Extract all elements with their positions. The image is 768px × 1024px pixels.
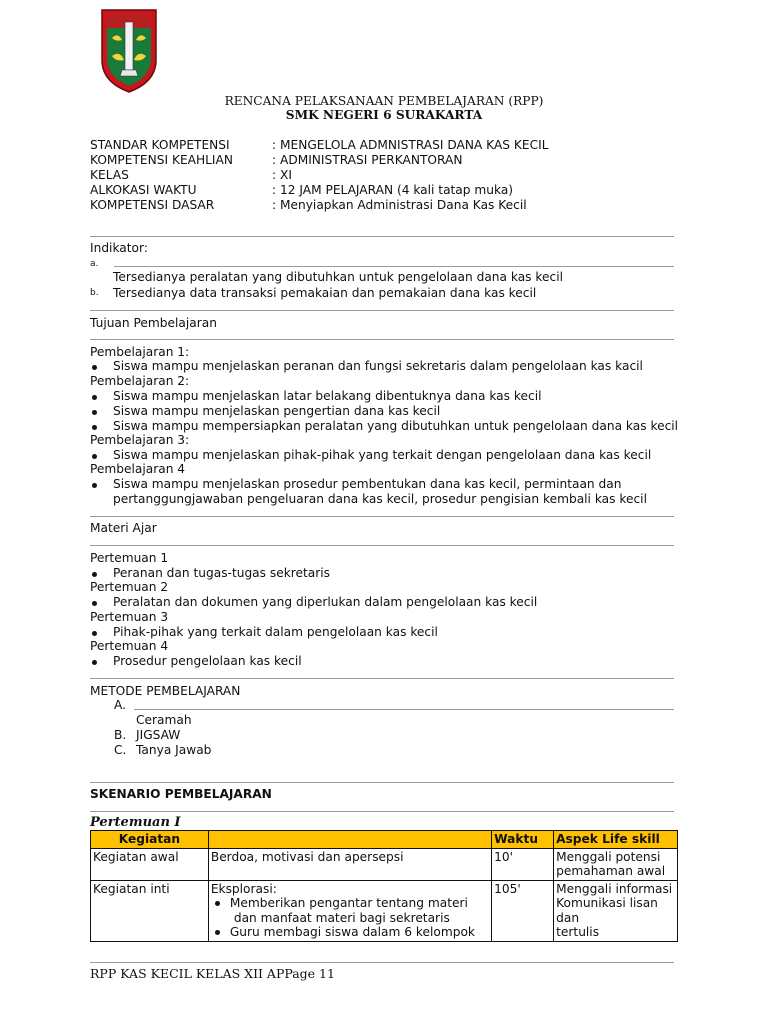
info-label-alokasi: ALKOKASI WAKTU: [90, 183, 197, 197]
pertemuan-1-item: Peranan dan tugas-tugas sekretaris: [113, 566, 331, 580]
header-aspek: Aspek Life skill: [554, 831, 678, 849]
tujuan-heading: Tujuan Pembelajaran: [90, 316, 217, 330]
metode-marker-a: A.: [114, 698, 126, 712]
aspek-line: Menggali potensi: [556, 849, 661, 864]
bullet-icon: [92, 631, 97, 636]
pertemuan-i-heading: Pertemuan I: [90, 815, 181, 830]
city-emblem-logo: [100, 8, 158, 94]
pertemuan-2-item: Peralatan dan dokumen yang diperlukan dalam pengelolaan kas kecil: [113, 595, 538, 609]
cell-waktu: 10': [492, 848, 554, 880]
cell-kegiatan: Kegiatan awal: [91, 848, 209, 880]
indikator-heading: Indikator:: [90, 241, 148, 255]
metode-heading: METODE PEMBELAJARAN: [90, 684, 241, 698]
bullet-icon: [92, 425, 97, 430]
pertemuan-4-item: Prosedur pengelolaan kas kecil: [113, 654, 302, 668]
pertemuan-2-title: Pertemuan 2: [90, 580, 169, 594]
divider: [90, 339, 674, 340]
desc-line: Eksplorasi:: [210, 881, 277, 896]
pembelajaran-4-title: Pembelajaran 4: [90, 462, 186, 476]
desc-bullet-continuation: dan manfaat materi bagi sekretaris: [233, 910, 450, 925]
header-kegiatan: Kegiatan: [91, 831, 209, 849]
indikator-item-a: Tersedianya peralatan yang dibutuhkan untuk pengelolaan dana kas kecil: [113, 270, 563, 284]
bullet-icon: [92, 483, 97, 488]
footer-divider: [90, 962, 674, 963]
divider: [90, 811, 674, 812]
indikator-marker-a: a.: [90, 259, 99, 269]
divider: [90, 678, 674, 679]
divider: [90, 236, 674, 237]
pembelajaran-1-title: Pembelajaran 1:: [90, 345, 190, 359]
pertemuan-1-title: Pertemuan 1: [90, 551, 169, 565]
table-header-row: [91, 831, 678, 849]
materi-heading: Materi Ajar: [90, 521, 157, 535]
aspek-line: Komunikasi lisan dan: [556, 896, 658, 925]
header-blank: [208, 831, 491, 849]
info-label-keahlian: KOMPETENSI KEAHLIAN: [90, 153, 233, 167]
bullet-icon: [215, 930, 220, 935]
bullet-icon: [92, 395, 97, 400]
bullet-icon: [92, 660, 97, 665]
aspek-line: tertulis: [556, 925, 600, 939]
document-title: RENCANA PELAKSANAAN PEMBELAJARAN (RPP): [224, 94, 544, 108]
divider: [134, 709, 674, 710]
cell-desc: [208, 880, 491, 941]
bullet-icon: [215, 901, 220, 906]
pertemuan-3-item: Pihak-pihak yang terkait dalam pengelolaan kas kecil: [113, 625, 438, 639]
indikator-marker-b: b.: [90, 288, 99, 298]
pembelajaran-4-item-line2: pertanggungjawaban pengeluaran dana kas kecil, prosedur pengisian kembali kas kecil: [113, 492, 647, 506]
pembelajaran-1-item: Siswa mampu menjelaskan peranan dan fungsi sekretaris dalam pengelolaan kas kacil: [113, 359, 643, 373]
table-row: [91, 848, 678, 880]
metode-marker-c: C.: [114, 743, 127, 757]
table-row: [91, 880, 678, 941]
divider: [114, 266, 674, 267]
metode-item-c: Tanya Jawab: [136, 743, 212, 757]
skenario-table: [90, 830, 678, 942]
info-label-kelas: KELAS: [90, 168, 129, 182]
pembelajaran-3-title: Pembelajaran 3:: [90, 433, 190, 447]
divider: [90, 545, 674, 546]
divider: [90, 516, 674, 517]
cell-aspek: [554, 848, 678, 880]
pertemuan-3-title: Pertemuan 3: [90, 610, 169, 624]
info-value-standar: : MENGELOLA ADMNISTRASI DANA KAS KECIL: [272, 138, 549, 152]
bullet-icon: [92, 454, 97, 459]
bullet-icon: [92, 410, 97, 415]
pembelajaran-2-title: Pembelajaran 2:: [90, 374, 190, 388]
info-value-keahlian: : ADMINISTRASI PERKANTORAN: [272, 153, 463, 167]
pertemuan-4-title: Pertemuan 4: [90, 639, 169, 653]
cell-aspek: [554, 880, 678, 941]
desc-bullet-item: [211, 925, 489, 940]
metode-marker-b: B.: [114, 728, 127, 742]
bullet-icon: [92, 601, 97, 606]
bullet-icon: [92, 572, 97, 577]
bullet-icon: [92, 365, 97, 370]
cell-waktu: 105': [492, 880, 554, 941]
pembelajaran-4-item-line1: Siswa mampu menjelaskan prosedur pembentukan dana kas kecil, permintaan dan: [113, 477, 622, 491]
info-value-kelas: : XI: [272, 168, 292, 182]
cell-kegiatan: Kegiatan inti: [91, 880, 209, 941]
pembelajaran-3-item: Siswa mampu menjelaskan pihak-pihak yang terkait dengan pengelolaan dana kas kecil: [113, 448, 652, 462]
info-value-dasar: : Menyiapkan Administrasi Dana Kas Kecil: [272, 198, 527, 212]
divider: [90, 782, 674, 783]
pembelajaran-2-item: Siswa mampu menjelaskan pengertian dana kas kecil: [113, 404, 441, 418]
metode-item-b: JIGSAW: [136, 728, 181, 742]
metode-item-a: Ceramah: [136, 713, 192, 727]
info-label-dasar: KOMPETENSI DASAR: [90, 198, 215, 212]
page-footer: RPP KAS KECIL KELAS XII APPage 11: [90, 966, 335, 981]
cell-desc: Berdoa, motivasi dan apersepsi: [208, 848, 491, 880]
school-name: SMK NEGERI 6 SURAKARTA: [285, 108, 483, 122]
info-value-alokasi: : 12 JAM PELAJARAN (4 kali tatap muka): [272, 183, 514, 197]
pembelajaran-2-item: Siswa mampu menjelaskan latar belakang dibentuknya dana kas kecil: [113, 389, 542, 403]
divider: [90, 310, 674, 311]
aspek-line: Menggali informasi: [556, 881, 673, 896]
indikator-item-b: Tersedianya data transaksi pemakaian dan pemakaian dana kas kecil: [113, 286, 537, 300]
pembelajaran-2-item: Siswa mampu mempersiapkan peralatan yang dibutuhkan untuk pengelolaan dana kas kecil: [113, 419, 679, 433]
aspek-line: pemahaman awal: [556, 864, 666, 878]
info-label-standar: STANDAR KOMPETENSI: [90, 138, 230, 152]
header-waktu: Waktu: [492, 831, 554, 849]
desc-bullet-text: Guru membagi siswa dalam 6 kelompok: [229, 925, 475, 939]
desc-bullet-item: [211, 896, 489, 911]
desc-bullet-text: Memberikan pengantar tentang materi: [229, 896, 468, 910]
skenario-heading: SKENARIO PEMBELAJARAN: [90, 787, 272, 801]
